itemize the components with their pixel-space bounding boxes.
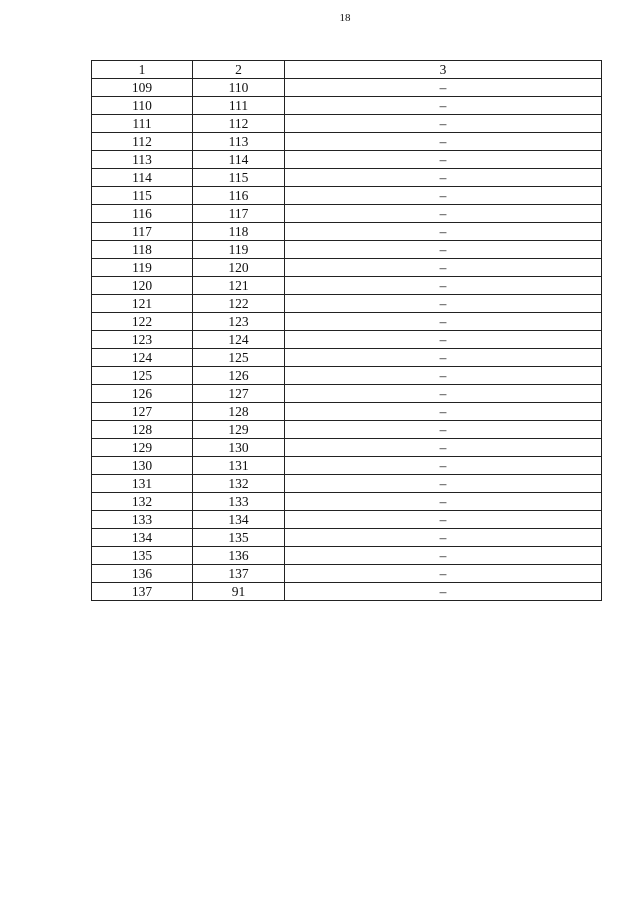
table-cell-col-1: 133 xyxy=(92,511,193,529)
table-row xyxy=(92,421,602,439)
table-cell-col-2: 131 xyxy=(193,457,285,475)
table-cell-col-3: – xyxy=(285,439,602,457)
table-cell-col-2: 119 xyxy=(193,241,285,259)
table-cell-col-2: 112 xyxy=(193,115,285,133)
table-cell-col-2: 136 xyxy=(193,547,285,565)
table-row xyxy=(92,529,602,547)
table-cell-col-2: 128 xyxy=(193,403,285,421)
table-cell-col-2: 116 xyxy=(193,187,285,205)
table-row xyxy=(92,367,602,385)
table-row xyxy=(92,349,602,367)
table-cell-col-2: 121 xyxy=(193,277,285,295)
table-cell-col-3: – xyxy=(285,493,602,511)
table-cell-col-1: 131 xyxy=(92,475,193,493)
table-cell-col-3: – xyxy=(285,529,602,547)
table-row xyxy=(92,547,602,565)
table-cell-col-2: 118 xyxy=(193,223,285,241)
table-cell-col-1: 122 xyxy=(92,313,193,331)
table-cell-col-3: – xyxy=(285,583,602,601)
page-number: 18 xyxy=(339,12,351,24)
table-cell-col-3: – xyxy=(285,403,602,421)
table-row xyxy=(92,169,602,187)
table-cell-col-1: 112 xyxy=(92,133,193,151)
table-cell-col-1: 125 xyxy=(92,367,193,385)
table-row xyxy=(92,403,602,421)
table-row xyxy=(92,151,602,169)
table-cell-col-3: – xyxy=(285,331,602,349)
table-row xyxy=(92,259,602,277)
table-cell-col-1: 111 xyxy=(92,115,193,133)
table-cell-col-3: – xyxy=(285,385,602,403)
table-cell-col-1: 132 xyxy=(92,493,193,511)
table-cell-col-2: 120 xyxy=(193,259,285,277)
table-cell-col-1: 123 xyxy=(92,331,193,349)
table-row xyxy=(92,565,602,583)
table-row xyxy=(92,241,602,259)
table-cell-col-1: 135 xyxy=(92,547,193,565)
table-cell-col-3: – xyxy=(285,313,602,331)
table-cell-col-1: 113 xyxy=(92,151,193,169)
column-header-2: 2 xyxy=(193,61,285,79)
column-header-1: 1 xyxy=(92,61,193,79)
table-cell-col-1: 127 xyxy=(92,403,193,421)
table-row xyxy=(92,385,602,403)
table-cell-col-2: 110 xyxy=(193,79,285,97)
table-cell-col-3: – xyxy=(285,475,602,493)
table-cell-col-3: – xyxy=(285,133,602,151)
table-cell-col-3: – xyxy=(285,367,602,385)
table-cell-col-1: 119 xyxy=(92,259,193,277)
table-cell-col-3: – xyxy=(285,169,602,187)
table-cell-col-3: – xyxy=(285,295,602,313)
table-cell-col-2: 137 xyxy=(193,565,285,583)
table-cell-col-2: 135 xyxy=(193,529,285,547)
table-row xyxy=(92,439,602,457)
table-cell-col-1: 114 xyxy=(92,169,193,187)
table-row xyxy=(92,511,602,529)
table-cell-col-1: 118 xyxy=(92,241,193,259)
table-cell-col-2: 127 xyxy=(193,385,285,403)
table-row xyxy=(92,223,602,241)
table-header-row xyxy=(92,61,602,79)
table-cell-col-2: 91 xyxy=(193,583,285,601)
table-cell-col-1: 110 xyxy=(92,97,193,115)
table-row xyxy=(92,133,602,151)
table-row xyxy=(92,205,602,223)
table-cell-col-2: 126 xyxy=(193,367,285,385)
table-cell-col-3: – xyxy=(285,277,602,295)
table-row xyxy=(92,583,602,601)
table-cell-col-3: – xyxy=(285,97,602,115)
table-cell-col-2: 133 xyxy=(193,493,285,511)
table-row xyxy=(92,97,602,115)
table-row xyxy=(92,313,602,331)
table-cell-col-3: – xyxy=(285,241,602,259)
table-cell-col-3: – xyxy=(285,79,602,97)
table-cell-col-3: – xyxy=(285,547,602,565)
table-cell-col-1: 117 xyxy=(92,223,193,241)
table-cell-col-3: – xyxy=(285,187,602,205)
table-cell-col-1: 126 xyxy=(92,385,193,403)
table-cell-col-2: 130 xyxy=(193,439,285,457)
table-cell-col-3: – xyxy=(285,457,602,475)
data-table xyxy=(91,60,602,601)
table-cell-col-1: 136 xyxy=(92,565,193,583)
table-cell-col-2: 134 xyxy=(193,511,285,529)
table-cell-col-2: 132 xyxy=(193,475,285,493)
table-cell-col-3: – xyxy=(285,421,602,439)
table-cell-col-3: – xyxy=(285,151,602,169)
table-cell-col-2: 123 xyxy=(193,313,285,331)
table-cell-col-1: 129 xyxy=(92,439,193,457)
table-cell-col-3: – xyxy=(285,205,602,223)
table-cell-col-1: 124 xyxy=(92,349,193,367)
table-row xyxy=(92,277,602,295)
table-cell-col-1: 109 xyxy=(92,79,193,97)
table-cell-col-2: 129 xyxy=(193,421,285,439)
table-cell-col-1: 120 xyxy=(92,277,193,295)
table-cell-col-2: 115 xyxy=(193,169,285,187)
table-row xyxy=(92,295,602,313)
table-cell-col-2: 125 xyxy=(193,349,285,367)
table-row xyxy=(92,79,602,97)
table-cell-col-2: 124 xyxy=(193,331,285,349)
table-row xyxy=(92,493,602,511)
table-cell-col-2: 114 xyxy=(193,151,285,169)
table-cell-col-2: 122 xyxy=(193,295,285,313)
table-cell-col-3: – xyxy=(285,115,602,133)
table-cell-col-1: 116 xyxy=(92,205,193,223)
table-cell-col-2: 113 xyxy=(193,133,285,151)
table-row xyxy=(92,115,602,133)
table-cell-col-3: – xyxy=(285,349,602,367)
table-cell-col-1: 128 xyxy=(92,421,193,439)
table-body xyxy=(92,79,602,601)
table-cell-col-3: – xyxy=(285,259,602,277)
table-cell-col-3: – xyxy=(285,223,602,241)
table-row xyxy=(92,475,602,493)
table-cell-col-3: – xyxy=(285,565,602,583)
table-cell-col-1: 130 xyxy=(92,457,193,475)
table-cell-col-1: 115 xyxy=(92,187,193,205)
table-row xyxy=(92,187,602,205)
table-cell-col-1: 121 xyxy=(92,295,193,313)
table-cell-col-1: 134 xyxy=(92,529,193,547)
table-row xyxy=(92,331,602,349)
table-cell-col-3: – xyxy=(285,511,602,529)
table-row xyxy=(92,457,602,475)
table-cell-col-2: 111 xyxy=(193,97,285,115)
table-cell-col-1: 137 xyxy=(92,583,193,601)
table-cell-col-2: 117 xyxy=(193,205,285,223)
column-header-3: 3 xyxy=(285,61,602,79)
